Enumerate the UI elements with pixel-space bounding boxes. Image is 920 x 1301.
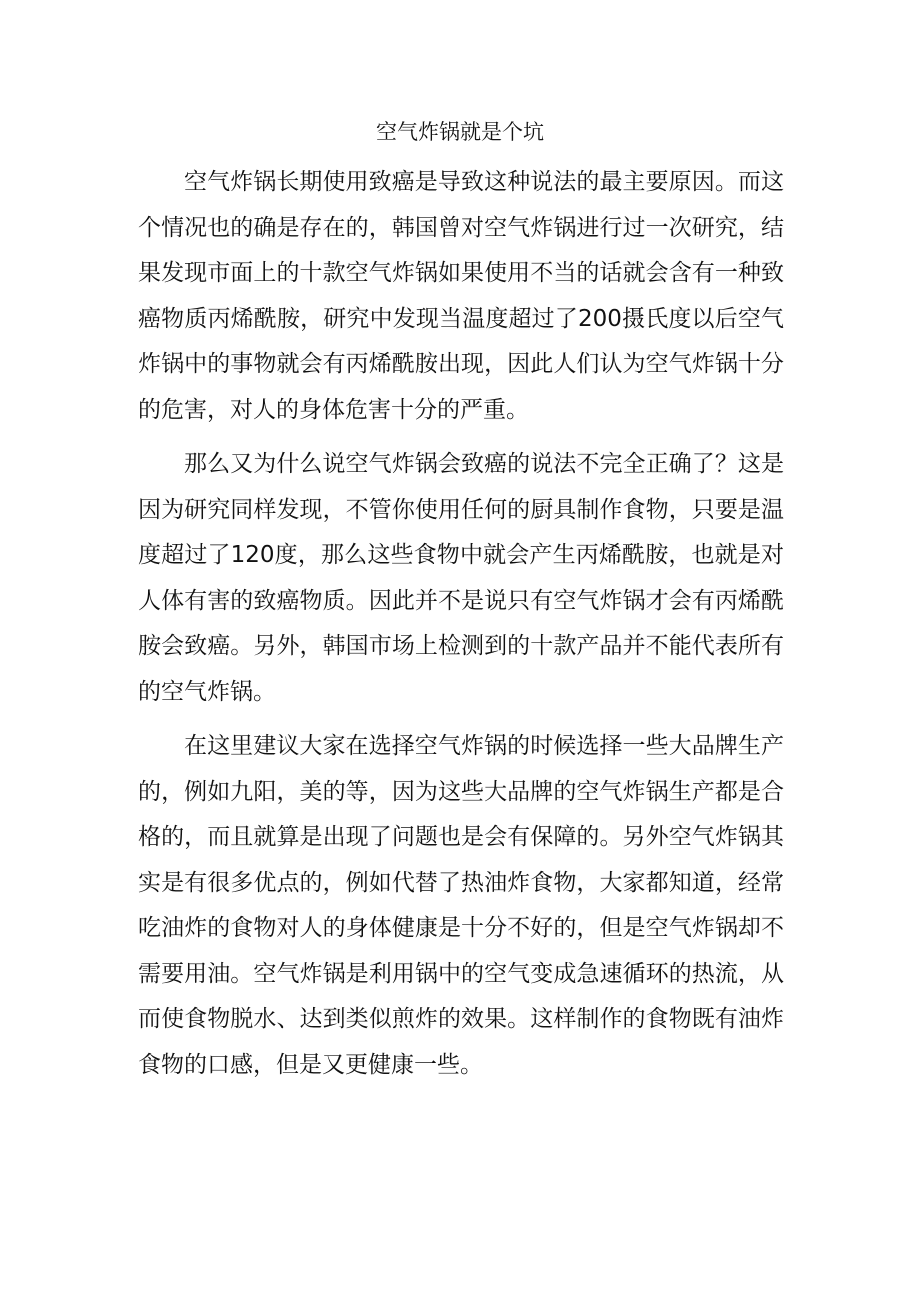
document-body — [138, 160, 784, 1097]
paragraph-1: 空气炸锅长期使用致癌是导致这种说法的最主要原因。而这个情况也的确是存在的，韩国曾对空气炸锅进行过一次研究，结果发现市面上的十款空气炸锅如果使用不当的话就会含有一种致癌物质丙烯酰胺，研究中发现当温度超过了200摄氏度以后空气炸锅中的事物就会有丙烯酰胺出现，因此人们认为空气炸锅十分的危害，对人的身体危害十分的严重。 — [138, 169, 784, 423]
document-title: 空气炸锅就是个坑 — [376, 120, 544, 144]
paragraph-3: 在这里建议大家在选择空气炸锅的时候选择一些大品牌生产的，例如九阳，美的等，因为这些大品牌的空气炸锅生产都是合格的，而且就算是出现了问题也是会有保障的。另外空气炸锅其实是有很多优点的，例如代替了热油炸食物，大家都知道，经常吃油炸的食物对人的身体健康是十分不好的，但是空气炸锅却不需要用油。空气炸锅是利用锅中的空气变成急速循环的热流，从而使食物脱水、达到类似煎炸的效果。这样制作的食物既有油炸食物的口感，但是又更健康一些。 — [138, 733, 784, 1078]
paragraph-2: 那么又为什么说空气炸锅会致癌的说法不完全正确了？这是因为研究同样发现，不管你使用任何的厨具制作食物，只要是温度超过了120度，那么这些食物中就会产生丙烯酰胺，也就是对人体有害的致癌物质。因此并不是说只有空气炸锅才会有丙烯酰胺会致癌。另外，韩国市场上检测到的十款产品并不能代表所有的空气炸锅。 — [138, 451, 784, 705]
